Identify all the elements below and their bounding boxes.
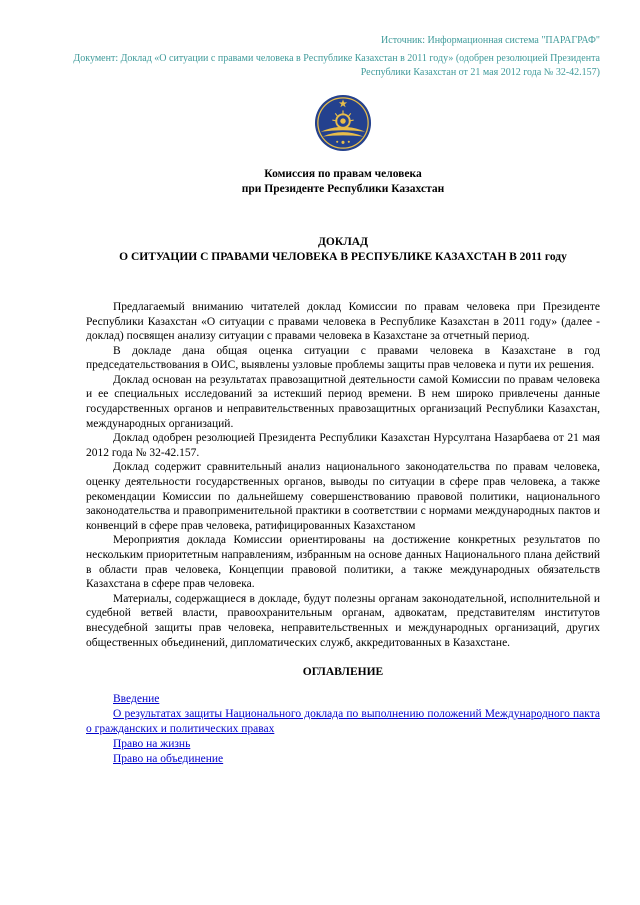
body-paragraph: Доклад одобрен резолюцией Президента Республики Казахстан Нурсултана Назарбаева от 21 мая 2012 года № 32-42.157. [86,432,600,459]
toc-links [86,692,600,767]
emblem-container [86,94,600,157]
source-line: Источник: Информационная система "ПАРАГРАФ" [381,35,600,46]
document-title-line2: О СИТУАЦИИ С ПРАВАМИ ЧЕЛОВЕКА В РЕСПУБЛИКЕ КАЗАХСТАН В 2011 году [119,251,567,264]
toc-link-right-to-life[interactable]: Право на жизнь [113,737,191,750]
body-paragraph: В докладе дана общая оценка ситуации с правами человека в Казахстане в год председательствования в ОИС, выявлены узловые проблемы защиты прав человека и пути их решения. [86,344,600,372]
document-title-line1: ДОКЛАД [318,235,368,248]
body-paragraph: Доклад содержит сравнительный анализ национального законодательства по правам человека, оценку деятельности государственных органов, выводы по ситуации в сфере прав человека, а также рекомендации Комиссии по дальнейшему совершенствованию правовой политики, национального законодательства и правоприменительной практики в соответствии с нормами международных пактов и конвенций в сфере прав человека, ратифицированных Казахстаном [86,461,600,532]
toc-link-right-to-association[interactable]: Право на объединение [113,752,224,765]
document-content [40,94,600,767]
organization-line2: при Президенте Республики Казахстан [241,182,445,195]
body-paragraph: Материалы, содержащиеся в докладе, будут полезны органам законодательной, исполнительной и судебной ветвей власти, правоохранительным органам, адвокатам, представителям институтов внесудебной защиты прав человека, неправительственных и международных организаций, других общественных объединений, дипломатических служб, аккредитованных в Казахстане. [86,592,600,649]
organization-name [86,167,600,197]
body-paragraph: Предлагаемый вниманию читателей доклад Комиссии по правам человека при Президенте Республики Казахстан «О ситуации с правами человека в Республике Казахстан в 2011 году» (далее - доклад) посвящен анализу ситуации с правами человека в Казахстане за отчетный период. [86,300,600,343]
toc-heading: ОГЛАВЛЕНИЕ [302,666,384,679]
toc-entry [86,707,600,737]
document-title [86,235,600,266]
toc-entry [86,752,600,767]
source-header [40,34,600,80]
toc-entry [86,692,600,707]
toc-entry [86,737,600,752]
document-body [86,300,600,650]
document-line: Документ: Доклад «О ситуации с правами человека в Республике Казахстан в 2011 году» (одобрен резолюцией Президента Республики Казахстан от 21 мая 2012 года № 32-42.157) [73,53,600,78]
body-paragraph: Доклад основан на результатах правозащитной деятельности самой Комиссии по правам человека и ее специальных исследований за истекший период времени. В нем широко привлечены данные государственных органов и неправительственных правозащитных организаций Республики Казахстан, международных организаций. [86,373,600,430]
body-paragraph: Мероприятия доклада Комиссии ориентированы на достижение конкретных результатов по нескольким приоритетным направлениям, избранным на основе данных Национального плана действий в области прав человека, Концепции правовой политики, а также международных обязательств Казахстана в сфере прав человека. [86,534,600,591]
toc-link-national-report[interactable]: О результатах защиты Национального доклада по выполнению положений Международного пакта о гражданских и политических правах [86,708,600,736]
organization-line1: Комиссия по правам человека [264,168,422,180]
kazakhstan-emblem-icon [314,94,372,152]
toc-link-introduction[interactable]: Введение [113,693,160,706]
